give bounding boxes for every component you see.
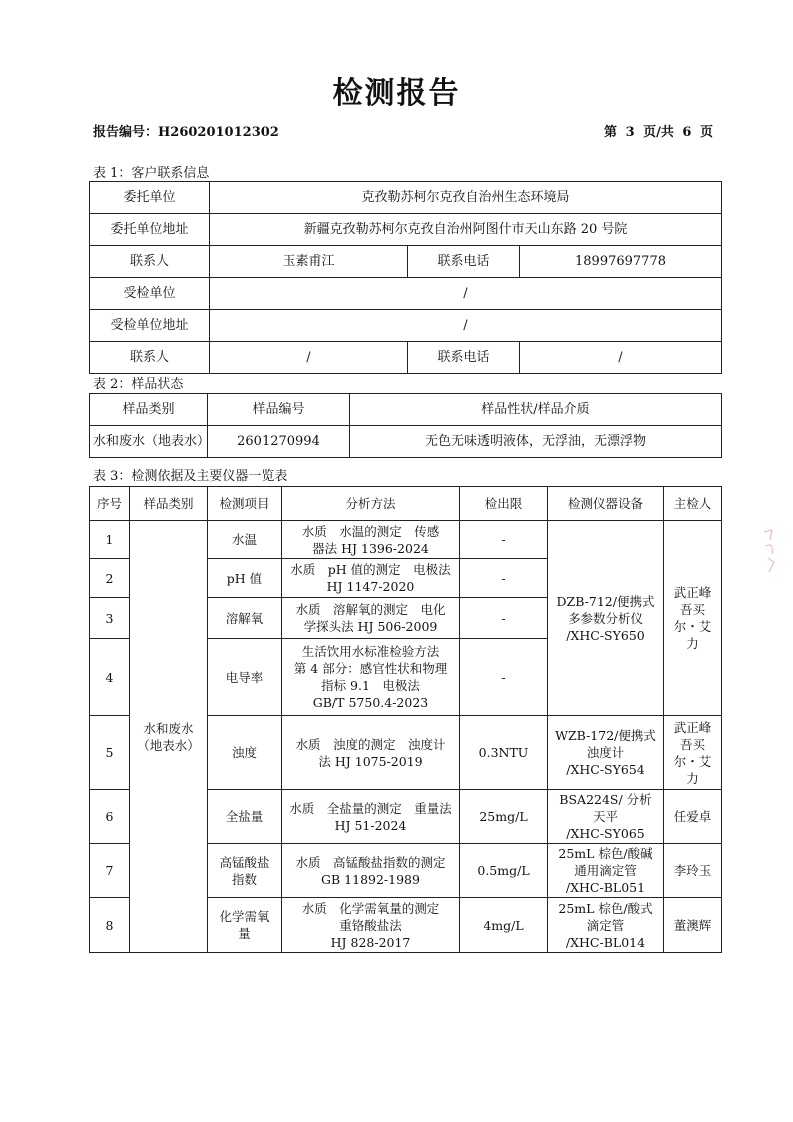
column-header: 样品类别 [130,487,208,521]
instrument-line: BSA224S/ 分析 [559,792,652,807]
phone-value: 18997697778 [520,246,722,278]
sample-type-line: 水和废水 [143,720,194,736]
method-line: 水质 浊度的测定 浊度计 [295,736,446,752]
method-cell [282,559,460,598]
inspector-line: 尔・艾 [673,753,712,769]
sample-type-cell [130,521,208,953]
method-line: 水质 化学需氧量的测定 [301,900,440,916]
client-info-table [89,181,722,374]
table2-caption: 表 2：样品状态 [93,377,184,392]
client-address-value: 新疆克孜勒苏柯尔克孜自治州阿图什市天山东路 20 号院 [210,214,722,246]
method-line: 第 4 部分：感官性状和物理 [293,661,448,676]
contact2-label: 联系人 [90,342,210,374]
column-header: 主检人 [664,487,722,521]
inspected-address-label: 受检单位地址 [90,310,210,342]
method-line: GB/T 5750.4-2023 [312,695,429,710]
row-number: 3 [90,598,130,639]
inspected-unit-label: 受检单位 [90,278,210,310]
inspected-unit-value: / [210,278,722,310]
method-line: HJ 51-2024 [334,817,407,833]
column-header: 样品性状/样品介质 [350,394,722,426]
column-header: 检测仪器设备 [548,487,664,521]
method-line: HJ 828-2017 [330,934,411,950]
inspector-cell: 董澳辉 [664,898,722,953]
instrument-cell [548,844,664,898]
client-label: 委托单位 [90,182,210,214]
column-header: 序号 [90,487,130,521]
row-number: 7 [90,844,130,898]
method-instrument-table [89,486,722,953]
seal-mark-icon [760,528,784,578]
detection-limit: 25mg/L [460,790,548,844]
table-row [90,182,722,214]
method-line: 学探头法 HJ 506-2009 [303,619,438,634]
method-line: 水质 水温的测定 传感 [301,523,440,539]
method-line: 法 HJ 1075-2019 [318,753,423,769]
instrument-line: /XHC-SY654 [566,762,645,777]
phone2-value: / [520,342,722,374]
client-value: 克孜勒苏柯尔克孜自治州生态环境局 [210,182,722,214]
test-item: 溶解氧 [208,598,282,639]
row-number: 5 [90,716,130,790]
contact-label: 联系人 [90,246,210,278]
test-item-line: 指数 [231,871,257,887]
page-indicator: 第 3 页/共 6 页 [604,125,713,140]
instrument-line: WZB-172/便携式 [555,728,656,743]
report-title: 检测报告 [332,76,461,111]
inspector-line: 力 [686,770,699,786]
method-line: 水质 pH 值的测定 电极法 [290,562,451,577]
method-line: 器法 HJ 1396-2024 [312,540,429,556]
method-line: 水质 高锰酸盐指数的测定 [295,854,446,870]
table-row [90,310,722,342]
inspector-line: 力 [686,636,699,651]
detection-limit: - [460,598,548,639]
sample-description: 无色无味透明液体，无浮油，无漂浮物 [350,426,722,458]
report-number: 报告编号：H260201012302 [93,125,279,140]
detection-limit: 0.3NTU [460,716,548,790]
test-item-line: 量 [238,926,251,941]
instrument-line: 浊度计 [586,745,625,760]
detection-limit: 4mg/L [460,898,548,953]
inspector-cell: 李玲玉 [664,844,722,898]
table-row [90,521,722,559]
inspector-cell [664,716,722,790]
table-header-row [90,487,722,521]
test-item: 浊度 [208,716,282,790]
detection-limit: - [460,559,548,598]
row-number: 1 [90,521,130,559]
test-item: pH 值 [208,559,282,598]
inspector-cell [664,521,722,716]
method-line: GB 11892-1989 [321,871,420,887]
method-cell [282,598,460,639]
instrument-cell [548,790,664,844]
inspected-address-value: / [210,310,722,342]
instrument-line: /XHC-SY650 [566,627,645,643]
test-item: 全盐量 [208,790,282,844]
inspector-line: 尔・艾 [673,619,712,634]
inspector-cell: 任爱卓 [664,790,722,844]
method-cell [282,639,460,716]
detection-limit: 0.5mg/L [460,844,548,898]
method-line: 水质 溶解氧的测定 电化 [295,602,446,617]
client-address-label: 委托单位地址 [90,214,210,246]
row-number: 4 [90,639,130,716]
inspector-line: 吾买 [679,736,705,752]
test-item: 电导率 [208,639,282,716]
sample-type-line: （地表水） [137,737,200,753]
inspector-line: 武正峰 [673,585,712,600]
sample-type: 水和废水（地表水） [90,426,208,458]
column-header: 样品类别 [90,394,208,426]
column-header: 样品编号 [208,394,350,426]
column-header: 检出限 [460,487,548,521]
phone2-label: 联系电话 [408,342,520,374]
method-cell [282,844,460,898]
table1-caption: 表 1：客户联系信息 [93,166,210,181]
method-cell [282,898,460,953]
test-item-cell [208,844,282,898]
method-line: 重铬酸盐法 [339,917,402,933]
instrument-cell [548,898,664,953]
table-row [90,426,722,458]
inspector-line: 吾买 [679,602,705,617]
table-header-row [90,394,722,426]
method-line: 水质 全盐量的测定 重量法 [289,800,452,816]
table-row [90,246,722,278]
method-cell [282,521,460,559]
method-cell [282,716,460,790]
instrument-line: DZB-712/便携式 [556,593,655,609]
phone-label: 联系电话 [408,246,520,278]
table-row [90,278,722,310]
table-row [90,342,722,374]
contact2-value: / [210,342,408,374]
method-line: 指标 9.1 电极法 [321,678,420,693]
column-header: 检测项目 [208,487,282,521]
test-item-cell [208,898,282,953]
test-item: 水温 [208,521,282,559]
instrument-line: /XHC-BL014 [565,934,646,950]
test-item-line: 高锰酸盐 [219,854,270,870]
instrument-line: 滴定管 [586,917,625,933]
method-line: 生活饮用水标准检验方法 [301,644,440,659]
inspector-line: 武正峰 [673,719,712,735]
row-number: 6 [90,790,130,844]
instrument-cell [548,521,664,716]
contact-value: 玉素甫江 [210,246,408,278]
instrument-line: 天平 [592,809,618,824]
instrument-line: 25mL 棕色/酸碱 [558,846,653,861]
sample-status-table [89,393,722,458]
test-item-line: 化学需氧 [219,909,270,924]
column-header: 分析方法 [282,487,460,521]
method-line: HJ 1147-2020 [326,579,415,594]
table3-caption: 表 3：检测依据及主要仪器一览表 [93,469,288,484]
detection-limit: - [460,639,548,716]
instrument-cell [548,716,664,790]
instrument-line: 多参数分析仪 [567,610,643,626]
row-number: 2 [90,559,130,598]
detection-limit: - [460,521,548,559]
method-cell [282,790,460,844]
instrument-line: /XHC-BL051 [565,880,646,895]
table-row [90,214,722,246]
instrument-line: 25mL 棕色/酸式 [558,900,653,916]
instrument-line: /XHC-SY065 [566,826,645,841]
instrument-line: 通用滴定管 [574,863,637,878]
sample-id: 2601270994 [208,426,350,458]
row-number: 8 [90,898,130,953]
